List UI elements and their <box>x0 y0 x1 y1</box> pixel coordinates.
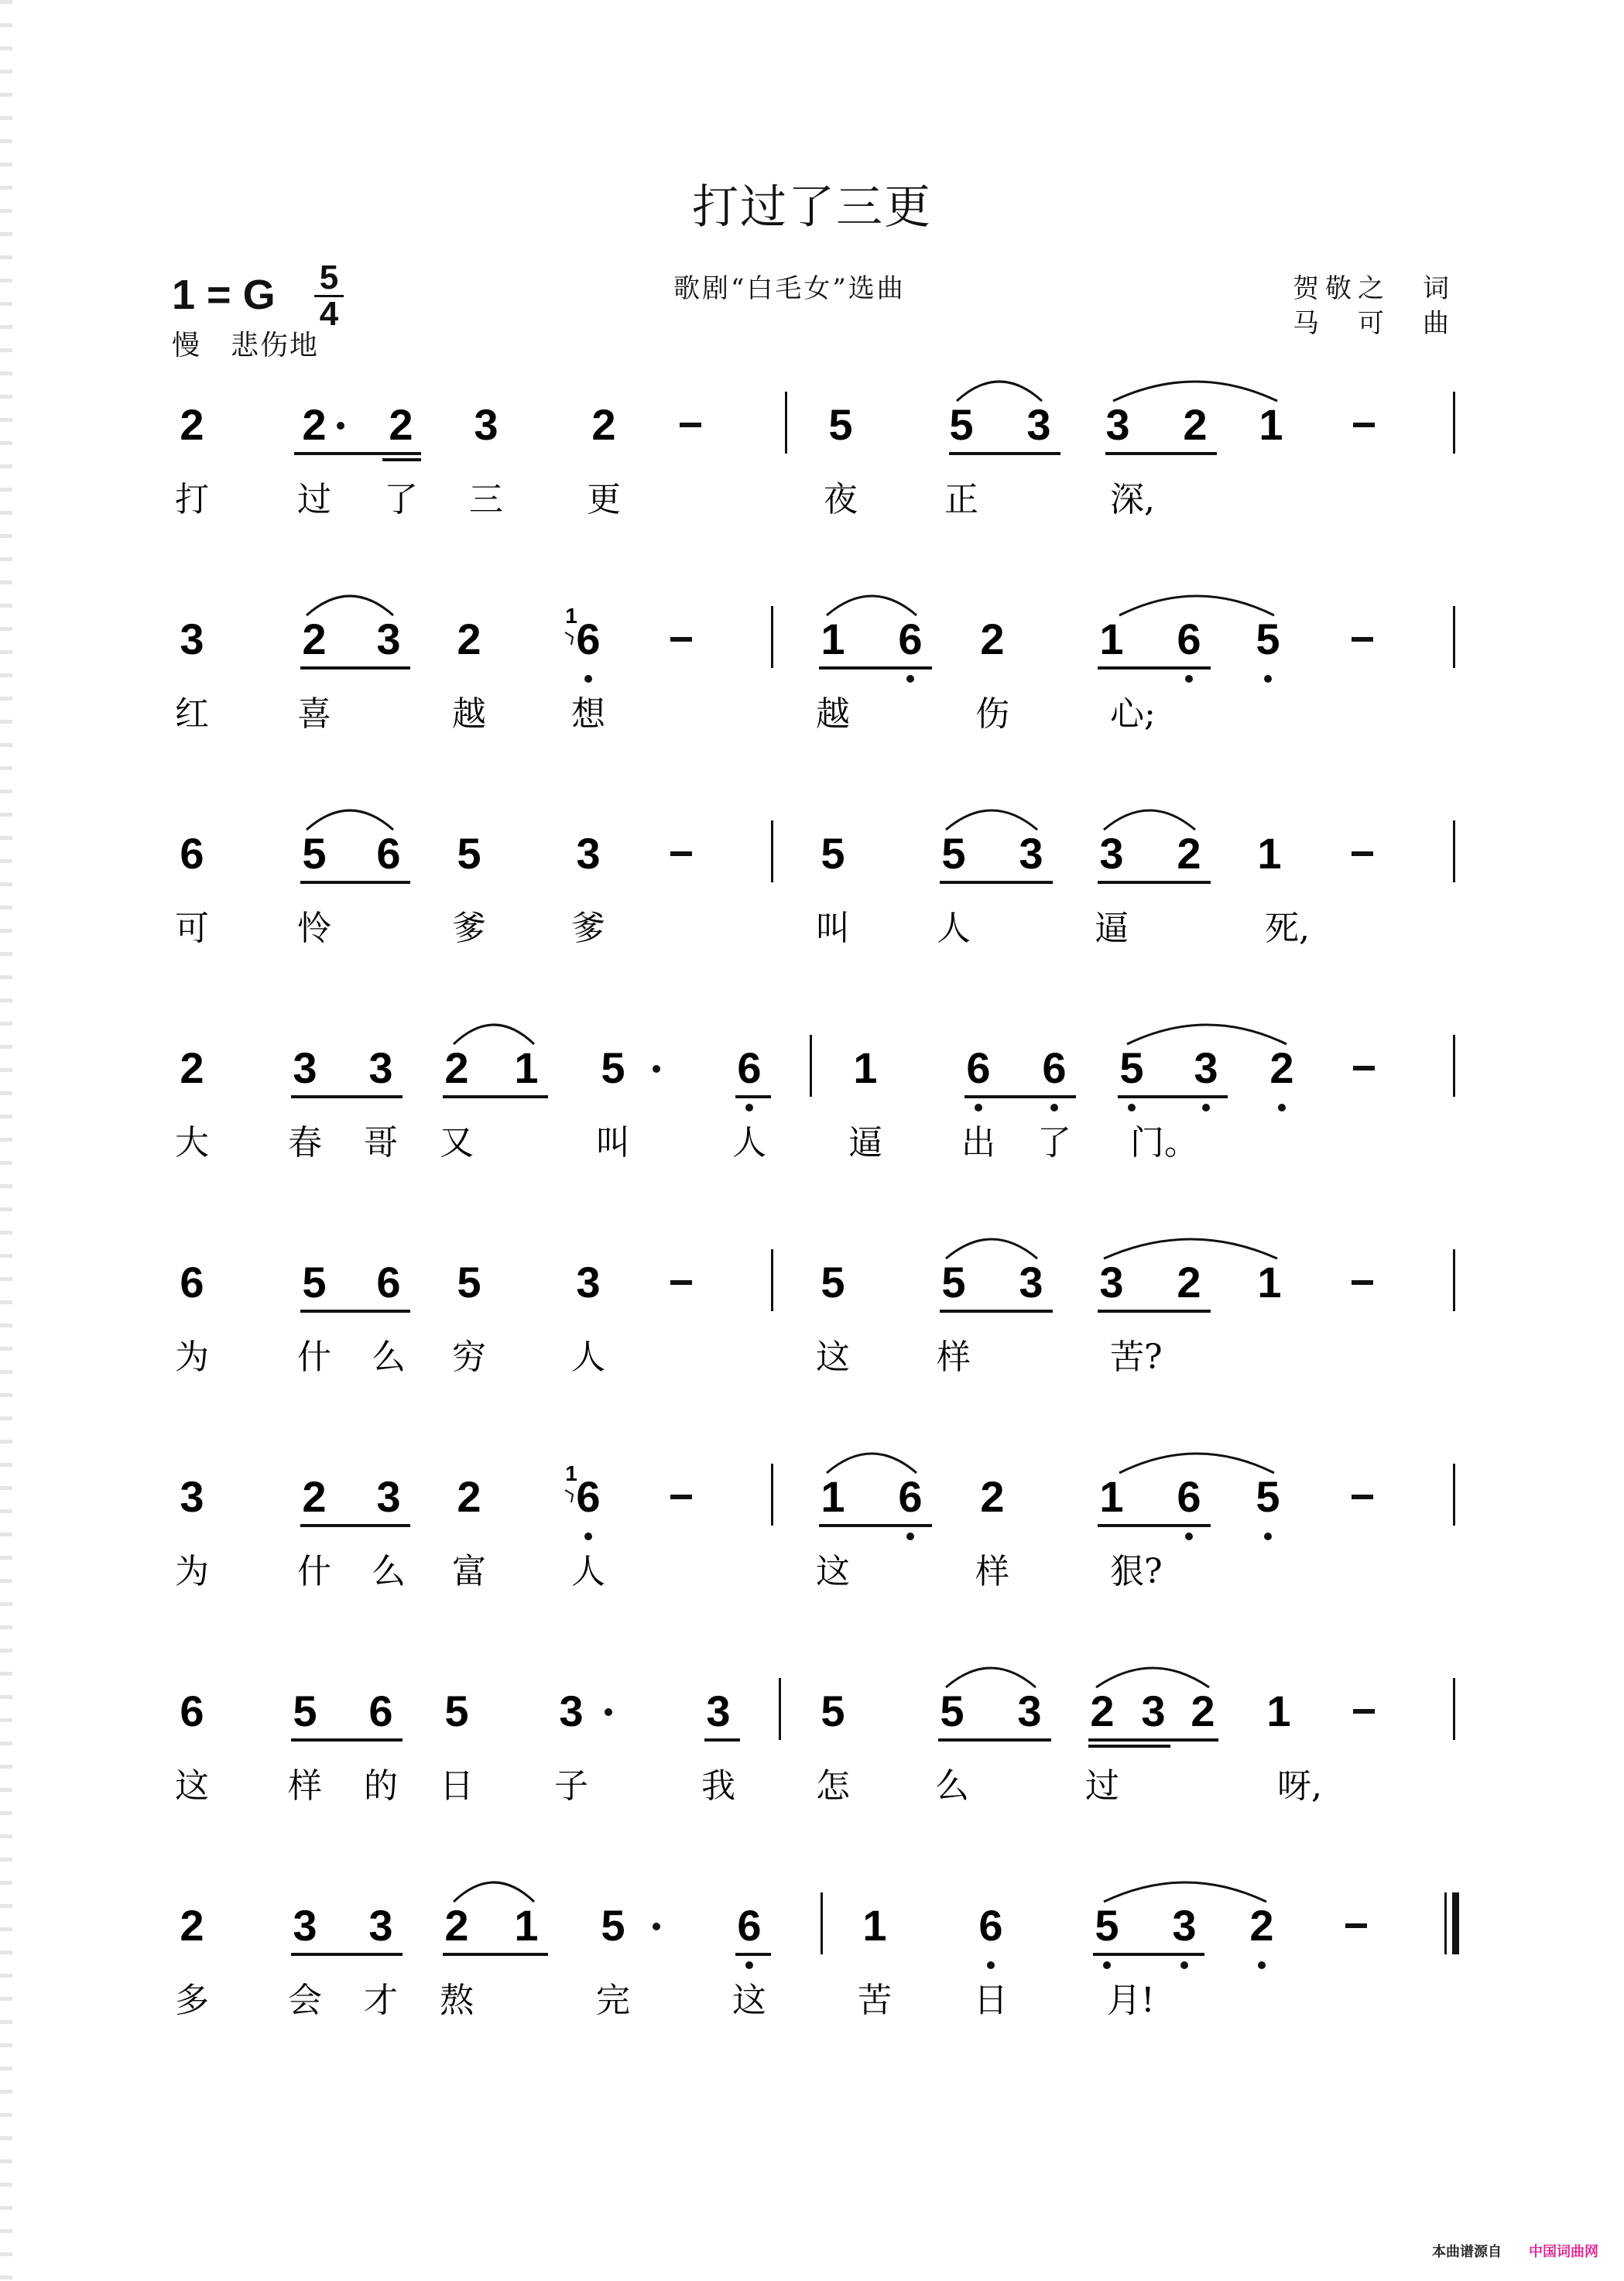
lyric-word: 富 <box>452 1552 486 1591</box>
low-octave-dot <box>1050 1104 1058 1111</box>
grace-hook <box>565 1490 573 1502</box>
note: 5 <box>1256 1472 1280 1521</box>
beam-line <box>1098 1524 1211 1527</box>
beam-line <box>1098 1310 1211 1313</box>
lyric-word: 这 <box>816 1337 850 1377</box>
lyric-word: 么 <box>935 1766 969 1806</box>
lyric-word: 样 <box>288 1766 322 1806</box>
lyric-word: 日 <box>440 1766 474 1806</box>
lyric-word: 叫 <box>816 909 850 948</box>
note: 3 <box>1019 1258 1043 1307</box>
slur <box>1113 382 1277 401</box>
note: 2 <box>180 400 204 449</box>
key-signature: 1 = G <box>172 272 276 318</box>
note: 1 <box>1099 1472 1124 1521</box>
note: 2 <box>980 1472 1005 1521</box>
low-octave-dot <box>906 675 914 683</box>
dash-sustain <box>1352 851 1373 856</box>
slur <box>1119 1454 1274 1473</box>
time-signature-top: 5 <box>319 259 339 296</box>
augmentation-dot <box>337 422 344 430</box>
lyric-word: 喜 <box>297 694 331 734</box>
note: 3 <box>1194 1043 1218 1092</box>
low-octave-dot <box>584 1533 592 1540</box>
note: 2 <box>180 1043 204 1092</box>
note: 1 <box>1099 615 1124 663</box>
lyric-word: 正 <box>944 480 978 519</box>
note: 5 <box>601 1043 625 1092</box>
lyric-word: 出 <box>961 1123 995 1163</box>
lyric-word: 狠? <box>1110 1552 1163 1591</box>
note: 5 <box>941 829 966 878</box>
slur <box>307 810 393 830</box>
low-octave-dot <box>1185 675 1193 683</box>
barline <box>779 1678 781 1740</box>
beam-line <box>1093 1953 1204 1956</box>
beam-line <box>964 1095 1076 1098</box>
lyric-word: 死, <box>1265 909 1310 948</box>
augmentation-dot <box>653 1065 660 1073</box>
note: 6 <box>1177 615 1201 663</box>
lyric-word: 更 <box>587 480 621 519</box>
time-signature-bottom: 4 <box>319 295 339 333</box>
note: 5 <box>821 1258 845 1307</box>
note: 2 <box>302 1472 327 1521</box>
footer-source-label: 本曲谱源自 <box>1432 2244 1502 2260</box>
beam-line <box>949 452 1060 455</box>
lyric-word: 人 <box>571 1552 605 1591</box>
lyric-word: 什 <box>297 1337 331 1377</box>
lyric-word: 深, <box>1110 480 1155 519</box>
note: 5 <box>949 400 974 449</box>
lyric-word: 会 <box>288 1981 322 2020</box>
dash-sustain <box>670 851 692 856</box>
tempo-marking: 慢 悲伤地 <box>172 330 320 361</box>
note: 3 <box>576 1258 601 1307</box>
note: 6 <box>376 1258 401 1307</box>
lyric-word: 爹 <box>571 909 605 948</box>
note: 2 <box>1249 1901 1274 1950</box>
lyric-word: 了 <box>384 480 418 519</box>
lyric-word: 么 <box>372 1337 406 1377</box>
note: 5 <box>821 829 845 878</box>
lyric-word: 越 <box>452 694 486 734</box>
lyric-word: 伤 <box>975 694 1009 734</box>
note: 2 <box>302 400 327 449</box>
note: 1 <box>862 1901 887 1950</box>
lyric-word: 春 <box>288 1123 322 1163</box>
beam-line <box>443 1953 548 1956</box>
low-octave-dot <box>906 1533 914 1540</box>
lyric-word: 叫 <box>596 1123 630 1163</box>
note: 2 <box>980 615 1005 663</box>
note: 2 <box>1177 1258 1201 1307</box>
note: 1 <box>1266 1687 1291 1735</box>
note: 5 <box>293 1687 317 1735</box>
note: 6 <box>1177 1472 1201 1521</box>
lyric-word: 过 <box>297 480 331 519</box>
lyric-word: 怜 <box>297 909 331 948</box>
note: 2 <box>1191 1687 1215 1735</box>
note: 3 <box>1026 400 1051 449</box>
note: 1 <box>853 1043 878 1092</box>
note: 6 <box>898 1472 923 1521</box>
lyric-word: 苦? <box>1110 1337 1163 1377</box>
lyric-word: 红 <box>175 694 209 734</box>
lyric-word: 逼 <box>1095 909 1129 948</box>
note: 1 <box>821 615 845 663</box>
note: 1 <box>1257 829 1282 878</box>
beam-line <box>940 881 1053 884</box>
note: 3 <box>474 400 499 449</box>
lyric-word: 穷 <box>452 1337 486 1377</box>
lyric-word: 多 <box>175 1981 209 2020</box>
lyric-word: 人 <box>571 1337 605 1377</box>
note: 6 <box>898 615 923 663</box>
lyric-word: 呀, <box>1277 1766 1322 1806</box>
note: 5 <box>601 1901 625 1950</box>
final-barline-thick <box>1452 1892 1459 1954</box>
low-octave-dot <box>1180 1961 1188 1969</box>
note: 5 <box>941 1258 966 1307</box>
barline <box>771 1464 773 1526</box>
slur <box>827 596 916 615</box>
footer-site-name: 中国词曲网 <box>1529 2244 1598 2260</box>
note: 5 <box>444 1687 469 1735</box>
dash-sustain <box>1353 1066 1375 1070</box>
beam-line <box>735 1953 771 1956</box>
barline <box>821 1892 823 1954</box>
barline <box>1453 392 1455 454</box>
lyric-word: 月! <box>1107 1981 1155 2020</box>
note: 3 <box>1105 400 1130 449</box>
beam-line <box>1098 881 1211 884</box>
beam-line <box>1098 666 1211 670</box>
note: 5 <box>1095 1901 1119 1950</box>
note: 2 <box>457 1472 481 1521</box>
beam-line <box>735 1095 771 1098</box>
lyric-word: 我 <box>701 1766 735 1806</box>
barline <box>785 392 787 454</box>
slur <box>454 1025 534 1044</box>
note: 3 <box>1099 829 1124 878</box>
beam-line <box>291 1738 403 1742</box>
note: 6 <box>737 1901 762 1950</box>
note: 2 <box>444 1901 469 1950</box>
slur <box>946 1668 1036 1687</box>
lyric-word: 熬 <box>440 1981 474 2020</box>
note: 2 <box>1177 829 1201 878</box>
note: 5 <box>1256 615 1280 663</box>
low-octave-dot <box>745 1104 753 1111</box>
note: 3 <box>1019 829 1043 878</box>
note: 1 <box>514 1901 539 1950</box>
lyric-word: 又 <box>440 1123 474 1163</box>
lyric-word: 逼 <box>848 1123 882 1163</box>
lyric-word: 为 <box>175 1552 209 1591</box>
note: 1 <box>514 1043 539 1092</box>
lyric-word: 越 <box>816 694 850 734</box>
beam-line <box>1105 452 1217 455</box>
note: 1 <box>821 1472 845 1521</box>
note: 3 <box>293 1043 317 1092</box>
note: 3 <box>376 615 401 663</box>
lyric-word: 想 <box>571 694 605 734</box>
lyric-word: 子 <box>554 1766 588 1806</box>
lyric-word: 的 <box>364 1766 398 1806</box>
barline <box>771 606 773 668</box>
slur <box>1104 1882 1266 1902</box>
augmentation-dot <box>605 1708 612 1716</box>
low-octave-dot <box>1258 1961 1266 1969</box>
slur <box>1104 810 1195 830</box>
composer-credit: 马 可 曲 <box>1293 308 1455 339</box>
dash-sustain <box>1352 1495 1373 1499</box>
slur <box>307 596 393 615</box>
lyric-word: 可 <box>175 909 209 948</box>
dash-sustain <box>1345 1923 1367 1928</box>
barline <box>1453 1035 1455 1097</box>
lyric-word: 哥 <box>364 1123 398 1163</box>
note: 5 <box>828 400 853 449</box>
dash-sustain <box>670 1495 692 1499</box>
note: 2 <box>180 1901 204 1950</box>
low-octave-dot <box>1264 1533 1272 1540</box>
lyric-word: 样 <box>975 1552 1009 1591</box>
note: 5 <box>940 1687 964 1735</box>
note: 6 <box>576 1472 601 1521</box>
note: 5 <box>457 1258 481 1307</box>
augmentation-dot <box>653 1923 660 1930</box>
note: 6 <box>180 1258 204 1307</box>
beam-line <box>291 1095 403 1098</box>
low-octave-dot <box>1128 1104 1136 1111</box>
slur <box>946 810 1037 830</box>
note: 3 <box>368 1043 393 1092</box>
low-octave-dot <box>584 675 592 683</box>
dash-sustain <box>1353 1709 1375 1714</box>
note: 3 <box>1099 1258 1124 1307</box>
beam-line <box>938 1738 1051 1742</box>
note: 3 <box>1017 1687 1042 1735</box>
note: 3 <box>1141 1687 1166 1735</box>
note: 2 <box>302 615 327 663</box>
note: 6 <box>180 1687 204 1735</box>
grace-hook <box>565 632 573 645</box>
note: 6 <box>180 829 204 878</box>
note: 2 <box>457 615 481 663</box>
beam-line <box>300 666 410 670</box>
note: 5 <box>457 829 481 878</box>
slur <box>1104 1239 1277 1259</box>
lyric-word: 心; <box>1110 694 1156 734</box>
lyric-word: 人 <box>937 909 971 948</box>
lyric-word: 大 <box>175 1123 209 1163</box>
note: 3 <box>376 1472 401 1521</box>
lyric-word: 人 <box>732 1123 766 1163</box>
beam-line <box>443 1095 548 1098</box>
dash-sustain <box>1352 1280 1373 1285</box>
low-octave-dot <box>1185 1533 1193 1540</box>
lyric-word: 什 <box>297 1552 331 1591</box>
note: 5 <box>302 829 327 878</box>
subtitle: 歌剧“白毛女”选曲 <box>673 273 906 304</box>
slur <box>957 382 1042 401</box>
dash-sustain <box>670 637 692 642</box>
note: 3 <box>706 1687 731 1735</box>
note: 1 <box>1257 1258 1282 1307</box>
note: 6 <box>368 1687 393 1735</box>
note: 6 <box>1042 1043 1067 1092</box>
note: 2 <box>444 1043 469 1092</box>
beam-line <box>1088 1738 1218 1742</box>
lyric-word: 完 <box>596 1981 630 2020</box>
note: 6 <box>576 615 601 663</box>
beam-line <box>300 1524 410 1527</box>
lyric-word: 这 <box>175 1766 209 1806</box>
note: 6 <box>966 1043 991 1092</box>
barline <box>771 1249 773 1311</box>
beam-line <box>704 1738 740 1742</box>
barline <box>810 1035 812 1097</box>
slur <box>1127 1025 1287 1044</box>
lyric-word: 爹 <box>452 909 486 948</box>
slur <box>1119 596 1274 615</box>
note: 5 <box>1119 1043 1144 1092</box>
lyric-word: 过 <box>1085 1766 1119 1806</box>
lyric-word: 这 <box>816 1552 850 1591</box>
dash-sustain <box>1352 637 1373 642</box>
note: 2 <box>1183 400 1208 449</box>
barline <box>1453 820 1455 882</box>
low-octave-dot <box>1202 1104 1210 1111</box>
note: 2 <box>1269 1043 1294 1092</box>
note: 3 <box>1172 1901 1197 1950</box>
beam-line <box>819 666 932 670</box>
barline <box>771 820 773 882</box>
slur <box>454 1882 534 1902</box>
slur <box>946 1239 1037 1259</box>
lyric-word: 才 <box>364 1981 398 2020</box>
note: 3 <box>368 1901 393 1950</box>
low-octave-dot <box>987 1961 995 1969</box>
dash-sustain <box>1353 423 1375 427</box>
low-octave-dot <box>1278 1104 1286 1111</box>
slur <box>1096 1668 1209 1687</box>
note: 6 <box>737 1043 762 1092</box>
note: 1 <box>1259 400 1283 449</box>
low-octave-dot <box>1103 1961 1111 1969</box>
lyric-word: 三 <box>469 480 503 519</box>
beam-line-second <box>382 458 421 461</box>
note: 2 <box>1090 1687 1115 1735</box>
note: 3 <box>576 829 601 878</box>
note: 3 <box>293 1901 317 1950</box>
barline <box>1453 1678 1455 1740</box>
lyric-word: 了 <box>1037 1123 1071 1163</box>
note: 3 <box>180 615 204 663</box>
note: 3 <box>559 1687 584 1735</box>
song-title: 打过了三更 <box>692 180 932 235</box>
note: 5 <box>821 1687 845 1735</box>
lyric-word: 么 <box>372 1552 406 1591</box>
beam-line <box>291 1953 403 1956</box>
low-octave-dot <box>1264 675 1272 683</box>
grace-note: 1 <box>565 604 577 628</box>
lyric-word: 为 <box>175 1337 209 1377</box>
barline <box>1453 1249 1455 1311</box>
barline <box>1453 606 1455 668</box>
lyric-word: 打 <box>175 480 209 519</box>
low-octave-dot <box>745 1961 753 1969</box>
final-barline-thin <box>1444 1892 1447 1954</box>
beam-line <box>1118 1095 1228 1098</box>
note: 5 <box>302 1258 327 1307</box>
lyricist-credit: 贺敬之 词 <box>1293 273 1455 304</box>
beam-line <box>300 1310 410 1313</box>
lyric-word: 这 <box>732 1981 766 2020</box>
dash-sustain <box>680 423 701 427</box>
lyric-word: 门。 <box>1130 1123 1198 1163</box>
note: 2 <box>389 400 413 449</box>
lyric-word: 夜 <box>824 480 858 519</box>
note: 3 <box>180 1472 204 1521</box>
beam-line <box>819 1524 932 1527</box>
note: 2 <box>591 400 616 449</box>
beam-line <box>294 452 421 455</box>
beam-line <box>300 881 410 884</box>
slur <box>827 1454 916 1473</box>
lyric-word: 样 <box>937 1337 971 1377</box>
dash-sustain <box>670 1280 692 1285</box>
lyric-word: 怎 <box>816 1766 850 1806</box>
beam-line-second <box>1088 1745 1170 1748</box>
lyric-word: 苦 <box>858 1981 892 2020</box>
grace-note: 1 <box>565 1461 577 1485</box>
low-octave-dot <box>975 1104 982 1111</box>
beam-line <box>940 1310 1053 1313</box>
lyric-word: 日 <box>974 1981 1008 2020</box>
barline <box>1453 1464 1455 1526</box>
note: 6 <box>978 1901 1003 1950</box>
note: 6 <box>376 829 401 878</box>
